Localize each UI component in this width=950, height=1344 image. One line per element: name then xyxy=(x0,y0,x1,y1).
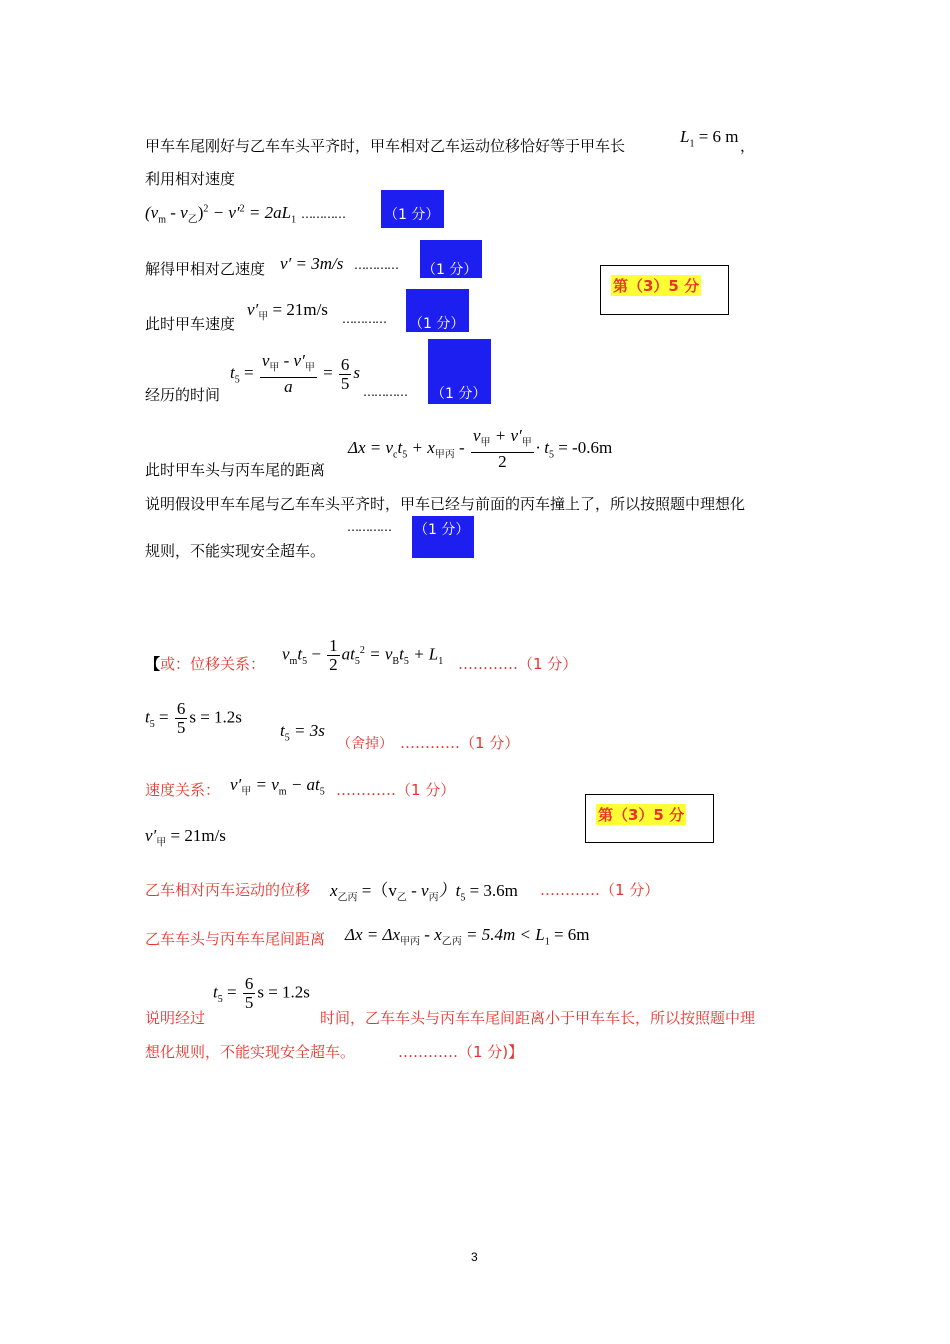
leader-dots: ………… xyxy=(301,207,345,221)
fraction: $\frac{v_甲 + v'_甲}{2}$ xyxy=(472,426,532,472)
line-6-text: 经历的时间 xyxy=(145,386,221,404)
alt-time-solution: $t_5$ = $\frac{6}{5}$ s = 1.2s xyxy=(145,699,242,737)
fraction: $\frac{6}{5}$ xyxy=(340,354,350,393)
alt-score: …………（1 分） xyxy=(540,881,660,899)
alt-score: …………（1 分） xyxy=(336,781,456,799)
relative-velocity-result: v′ = 3m/s xyxy=(280,254,344,273)
elapsed-time-equation: $t_5$ = $\frac{v_甲 - v'_甲}{a}$ = $\frac{6}{5}$ s xyxy=(230,351,361,397)
line-1-text: 甲车车尾刚好与乙车车头平齐时，甲车相对乙车运动位移恰好等于甲车长 xyxy=(145,137,626,155)
page-number: 3 xyxy=(471,1250,478,1264)
score-mark: （1 分） xyxy=(406,289,469,332)
line-1-comma: ， xyxy=(740,137,756,155)
line-2-text: 利用相对速度 xyxy=(145,170,236,188)
leader-dots: ………… xyxy=(354,258,398,272)
fraction: $\frac{v_甲 - v'_甲}{a}$ xyxy=(261,351,315,397)
alt-time-inline: $t_5$ = $\frac{6}{5}$ s = 1.2s xyxy=(213,974,310,1012)
alt-score: …………（1 分） xyxy=(458,655,578,673)
leader-dots: ………… xyxy=(342,312,386,326)
line-9-text: 规则，不能实现安全超车。 xyxy=(145,542,326,560)
alt-relative-displacement-equation: $x_{乙丙} =(v_乙 - v_丙)t_5 = 3.6m$ xyxy=(330,881,518,904)
alt-velocity-label: 速度关系： xyxy=(145,781,221,799)
fraction: $\frac{1}{2}$ xyxy=(329,636,338,674)
leader-dots: ………… xyxy=(363,385,407,399)
alt-velocity-equation: $v'_甲 = v_m - at_5$ xyxy=(230,775,325,798)
alt-gap-equation: $\Delta x = \Delta x_{甲丙} - x_{乙丙} = 5.4m < L_1 = 6m$ xyxy=(345,925,590,948)
line-5-text: 此时甲车速度 xyxy=(145,315,236,333)
alt-velocity-result: $v'_甲 = 21m/s$ xyxy=(145,826,226,849)
alt-bracket: 【 xyxy=(145,655,161,673)
alt-displacement-label: 或：位移关系： xyxy=(160,655,266,673)
leader-dots: ………… xyxy=(347,520,391,534)
section-score-box: 第（3）5 分 xyxy=(585,794,714,843)
alt-gap-label: 乙车车头与丙车车尾间距离 xyxy=(145,930,326,948)
line-4-text: 解得甲相对乙速度 xyxy=(145,260,266,278)
alt-displacement-equation: $v_mt_5$ − $\frac{1}{2}$ $at_5^2 = v_Bt_5 + L_1$ xyxy=(282,636,444,674)
fraction: $\frac{6}{5}$ xyxy=(176,699,186,737)
score-mark: （1 分） xyxy=(381,190,444,228)
line-1-math: $L_1 = 6$ m xyxy=(680,127,739,150)
score-mark: （1 分） xyxy=(412,516,474,558)
fraction: $\frac{6}{5}$ xyxy=(244,974,254,1012)
section-score-box: 第（3）5 分 xyxy=(600,265,729,315)
alt-conclusion-label-a: 说明经过 xyxy=(145,1009,206,1027)
car-a-velocity: $v'_甲 = 21m/s$ xyxy=(247,300,328,323)
distance-equation: $\Delta x = v_ct_5 + x_{甲丙}$ - $\frac{v_甲 + v'_甲}{2}$ · $t_5 = -0.6m$ xyxy=(348,426,613,472)
line-7-text: 此时甲车头与丙车尾的距离 xyxy=(145,461,326,479)
line-8-text: 说明假设甲车车尾与乙车车头平齐时，甲车已经与前面的丙车撞上了，所以按照题中理想化 xyxy=(145,495,746,513)
score-mark: （1 分） xyxy=(428,339,491,404)
alt-conclusion-label-b: 时间，乙车车头与丙车车尾间距离小于甲车车长，所以按照题中理 xyxy=(320,1009,756,1027)
alt-time-rejected: $t_5 = 3s$ xyxy=(280,721,325,744)
score-mark: （1 分） xyxy=(420,240,482,278)
alt-conclusion-line-2: 想化规则，不能实现安全超车。 xyxy=(145,1043,356,1061)
relative-velocity-equation: $(v_m - v_乙)^2 - v'^2 = 2aL_1$ xyxy=(145,203,297,226)
alt-relative-displacement-label: 乙车相对丙车运动的位移 xyxy=(145,881,311,899)
alt-score: …………（1 分)】 xyxy=(398,1043,524,1061)
alt-rejected-note: （舍掉） xyxy=(337,736,393,752)
alt-score: …………（1 分） xyxy=(400,734,520,752)
